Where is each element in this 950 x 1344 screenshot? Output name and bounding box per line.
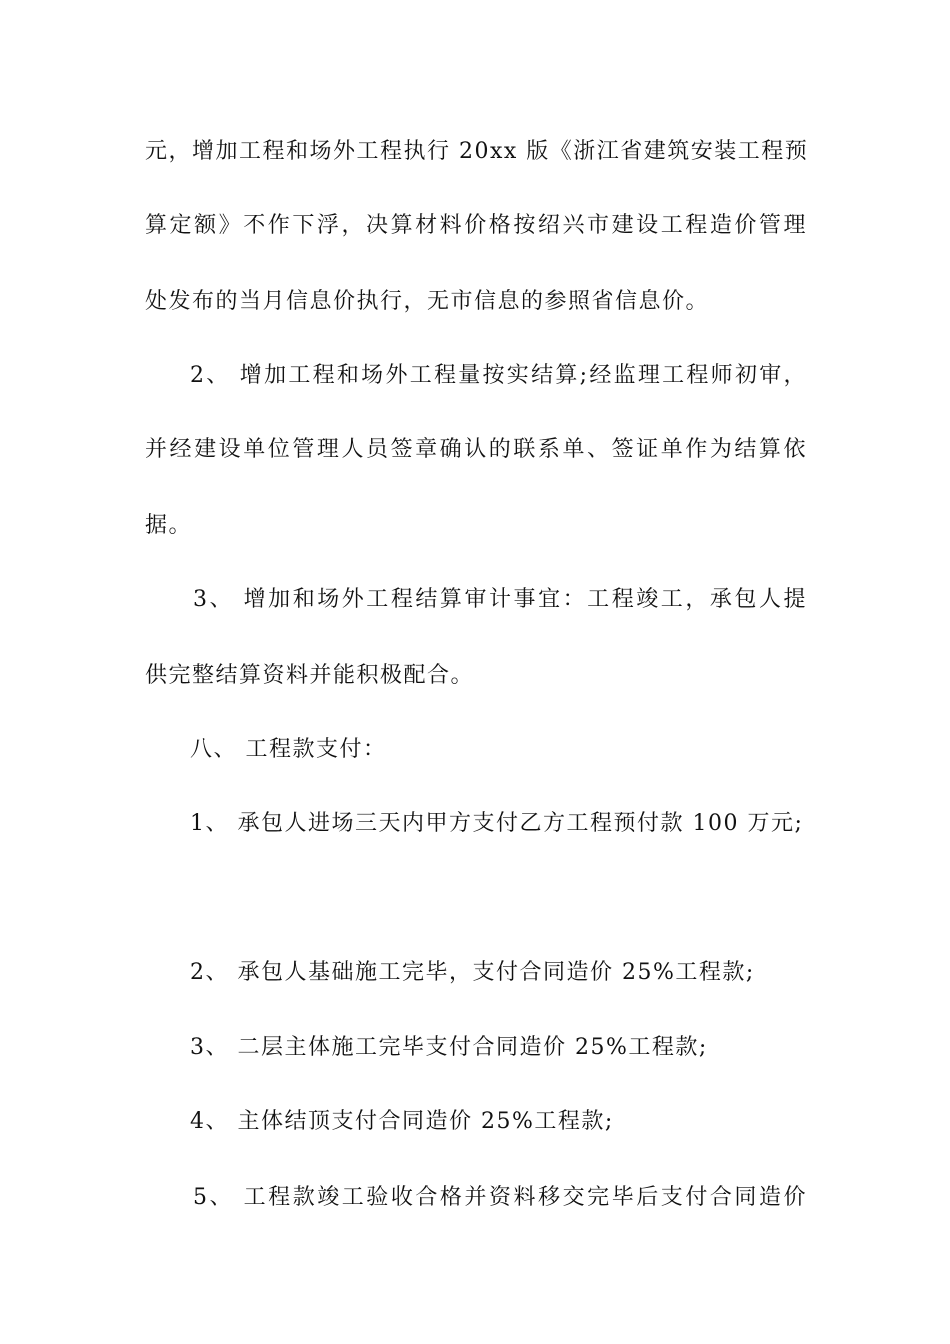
payment-item-2: 2、 承包人基础施工完毕，支付合同造价 25%工程款; (190, 960, 755, 985)
paragraph-line: 处发布的当月信息价执行，无市信息的参照省信息价。 (145, 289, 710, 314)
list-item-2: 2、 增加工程和场外工程量按实结算;经监理工程师初审， (190, 363, 807, 388)
paragraph-line: 据。 (145, 513, 193, 538)
payment-item-5: 5、 工程款竣工验收合格并资料移交完毕后支付合同造价 (193, 1185, 807, 1210)
payment-item-1: 1、 承包人进场三天内甲方支付乙方工程预付款 100 万元; (190, 811, 804, 836)
paragraph-line: 算定额》不作下浮，决算材料价格按绍兴市建设工程造价管理 (145, 213, 807, 238)
paragraph-line: 供完整结算资料并能积极配合。 (145, 663, 475, 688)
list-item-3: 3、 增加和场外工程结算审计事宜：工程竣工，承包人提 (193, 587, 807, 612)
paragraph-line: 元，增加工程和场外工程执行 20xx 版《浙江省建筑安装工程预 (145, 139, 809, 164)
paragraph-line: 并经建设单位管理人员签章确认的联系单、签证单作为结算依 (145, 437, 807, 462)
payment-item-3: 3、 二层主体施工完毕支付合同造价 25%工程款; (190, 1035, 708, 1060)
section-heading: 八、 工程款支付： (190, 737, 387, 762)
payment-item-4: 4、 主体结顶支付合同造价 25%工程款; (190, 1109, 614, 1134)
